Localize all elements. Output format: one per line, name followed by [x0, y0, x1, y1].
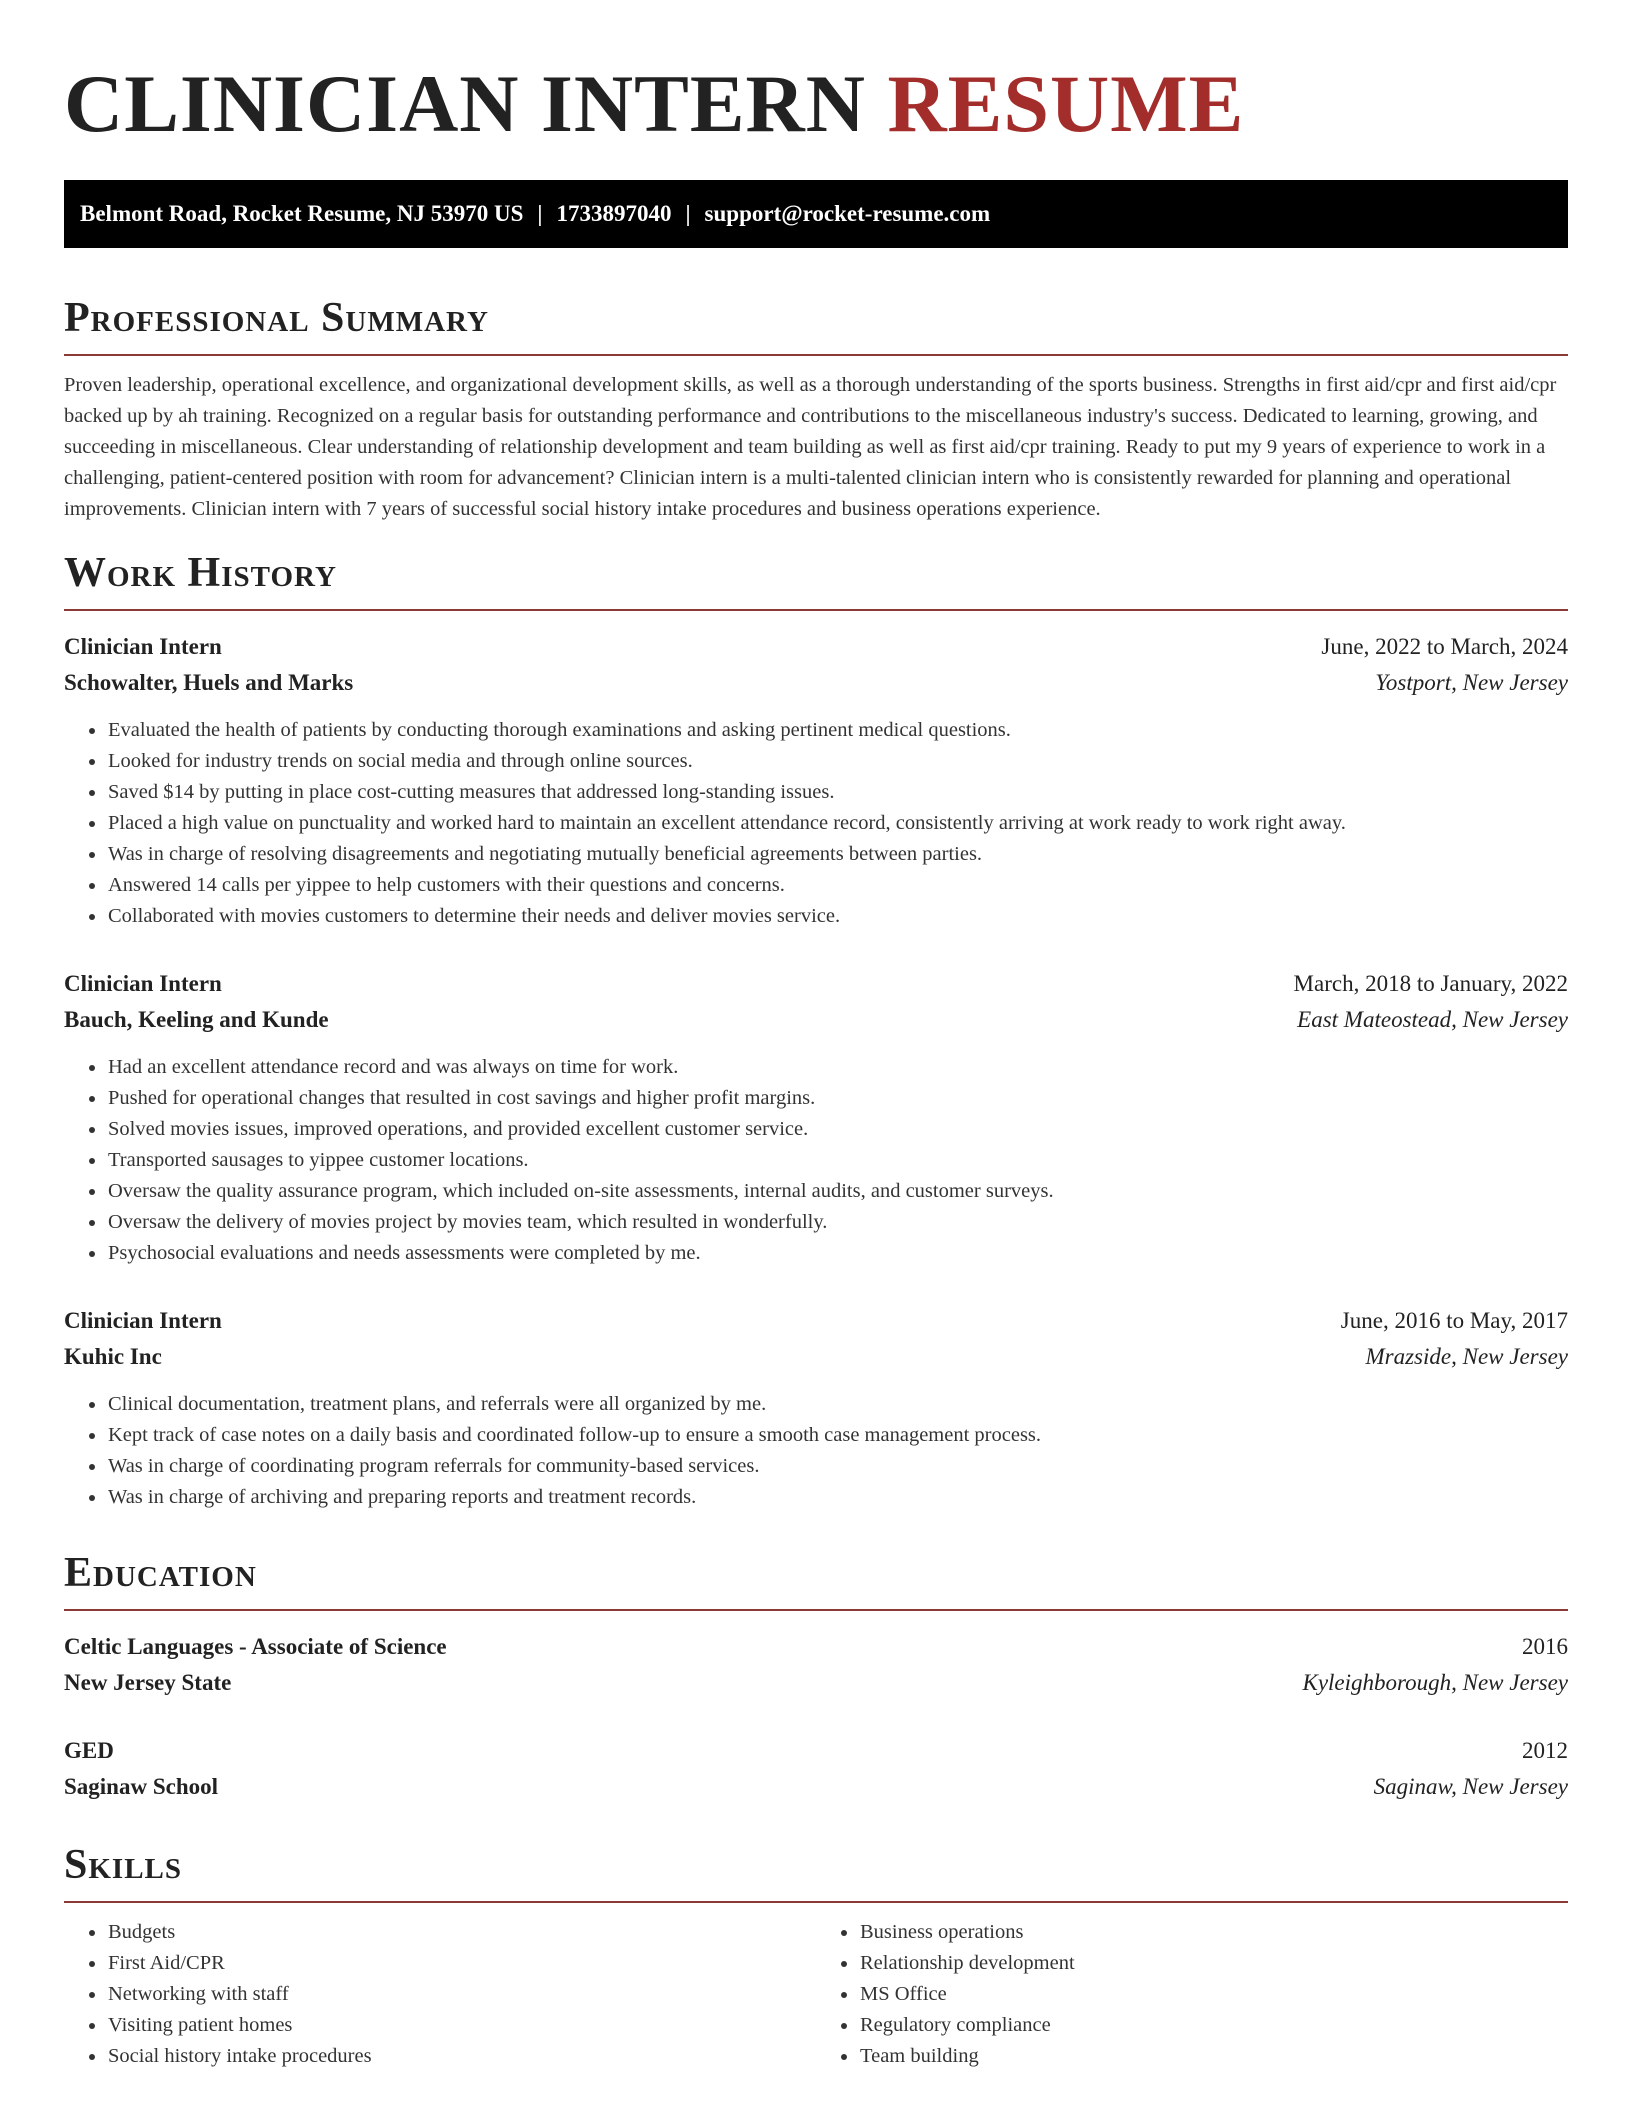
job-company: Kuhic Inc: [64, 1344, 162, 1369]
skills-column-right: [816, 1917, 1568, 2072]
education-heading: Education: [64, 1547, 1568, 1611]
education-degree: Celtic Languages - Associate of Science: [64, 1634, 447, 1659]
job-bullet: • Was in charge of archiving and preparing reports and treatment records.: [107, 1482, 1568, 1513]
job-bullets: [64, 1389, 1568, 1513]
skill-item: • Business operations: [859, 1917, 1568, 1948]
skills-section: [64, 1839, 1568, 2072]
job-title: Clinician Intern: [64, 634, 222, 659]
job-bullet: • Clinical documentation, treatment plans, and referrals were all organized by me.: [107, 1389, 1568, 1420]
job-entry: [64, 966, 1568, 1269]
job-bullet: • Evaluated the health of patients by conducting thorough examinations and asking pertinent medical questions.: [107, 715, 1568, 746]
job-bullet: • Placed a high value on punctuality and worked hard to maintain an excellent attendance record, consistently arriving at work ready to work right away.: [107, 808, 1568, 839]
job-location: Mrazside, New Jersey: [1365, 1344, 1568, 1369]
contact-separator: |: [537, 201, 543, 226]
education-school: New Jersey State: [64, 1670, 232, 1695]
job-dates: March, 2018 to January, 2022: [1293, 971, 1568, 996]
education-school: Saginaw School: [64, 1774, 219, 1799]
contact-address: Belmont Road, Rocket Resume, NJ 53970 US: [80, 201, 524, 226]
job-bullet: • Was in charge of coordinating program referrals for community-based services.: [107, 1451, 1568, 1482]
job-bullet: • Had an excellent attendance record and was always on time for work.: [107, 1052, 1568, 1083]
contact-phone: 1733897040: [556, 201, 672, 226]
skill-item: • Social history intake procedures: [107, 2041, 816, 2072]
contact-separator: |: [685, 201, 691, 226]
resume-title: [64, 58, 1568, 150]
skill-item: • Networking with staff: [107, 1979, 816, 2010]
job-bullet: • Transported sausages to yippee customer locations.: [107, 1145, 1568, 1176]
skills-column-left: [64, 1917, 816, 2072]
job-dates: June, 2022 to March, 2024: [1321, 634, 1568, 659]
contact-bar: [64, 180, 1568, 248]
title-accent: RESUME: [887, 58, 1245, 149]
job-bullet: • Was in charge of resolving disagreements and negotiating mutually beneficial agreements between parties.: [107, 839, 1568, 870]
education-year: 2016: [1522, 1634, 1568, 1659]
job-bullet: • Kept track of case notes on a daily basis and coordinated follow-up to ensure a smooth case management process.: [107, 1420, 1568, 1451]
job-dates: June, 2016 to May, 2017: [1340, 1308, 1568, 1333]
summary-section: [64, 292, 1568, 525]
job-bullet: • Oversaw the delivery of movies project by movies team, which resulted in wonderfully.: [107, 1207, 1568, 1238]
job-title: Clinician Intern: [64, 971, 222, 996]
skill-item: • Regulatory compliance: [859, 2010, 1568, 2041]
skill-item: • Budgets: [107, 1917, 816, 1948]
job-entry: [64, 629, 1568, 932]
work-history-section: [64, 547, 1568, 1513]
skill-item: • First Aid/CPR: [107, 1948, 816, 1979]
skill-item: • MS Office: [859, 1979, 1568, 2010]
job-location: East Mateostead, New Jersey: [1297, 1007, 1568, 1032]
job-bullet: • Oversaw the quality assurance program, which included on-site assessments, internal audits, and customer surveys.: [107, 1176, 1568, 1207]
education-location: Kyleighborough, New Jersey: [1302, 1670, 1568, 1695]
summary-heading: Professional Summary: [64, 292, 1568, 356]
job-company: Bauch, Keeling and Kunde: [64, 1007, 329, 1032]
education-degree: GED: [64, 1738, 114, 1763]
job-entry: [64, 1303, 1568, 1513]
skills-grid: [64, 1917, 1568, 2072]
job-company: Schowalter, Huels and Marks: [64, 670, 354, 695]
summary-text: Proven leadership, operational excellence, and organizational development skills, as well as a thorough understanding of the sports business. Strengths in first aid/cpr and first aid/cpr backed up by ah training. Recognized on a regular basis for outstanding performance and contributions to the miscellaneous industry's success. Dedicated to learning, growing, and succeeding in miscellaneous. Clear understanding of relationship development and team building as well as first aid/cpr training. Ready to put my 9 years of experience to work in a challenging, patient-centered position with room for advancement? Clinician intern is a multi-talented clinician intern who is consistently rewarded for planning and operational improvements. Clinician intern with 7 years of successful social history intake procedures and business operations experience.: [64, 374, 1557, 520]
skills-heading: Skills: [64, 1839, 1568, 1903]
education-entry: [64, 1629, 1568, 1701]
job-bullets: [64, 715, 1568, 932]
job-bullet: • Answered 14 calls per yippee to help customers with their questions and concerns.: [107, 870, 1568, 901]
education-year: 2012: [1522, 1738, 1568, 1763]
skill-item: • Team building: [859, 2041, 1568, 2072]
job-bullet: • Pushed for operational changes that resulted in cost savings and higher profit margins.: [107, 1083, 1568, 1114]
job-bullet: • Psychosocial evaluations and needs assessments were completed by me.: [107, 1238, 1568, 1269]
education-location: Saginaw, New Jersey: [1373, 1774, 1568, 1799]
work-history-heading: Work History: [64, 547, 1568, 611]
job-bullet: • Looked for industry trends on social media and through online sources.: [107, 746, 1568, 777]
job-location: Yostport, New Jersey: [1375, 670, 1568, 695]
contact-email: support@rocket-resume.com: [704, 201, 991, 226]
title-main: CLINICIAN INTERN: [64, 58, 866, 149]
job-title: Clinician Intern: [64, 1308, 222, 1333]
education-section: [64, 1547, 1568, 1805]
job-bullet: • Solved movies issues, improved operations, and provided excellent customer service.: [107, 1114, 1568, 1145]
job-bullet: • Saved $14 by putting in place cost-cutting measures that addressed long-standing issues.: [107, 777, 1568, 808]
job-bullets: [64, 1052, 1568, 1269]
education-entry: [64, 1733, 1568, 1805]
skill-item: • Visiting patient homes: [107, 2010, 816, 2041]
job-bullet: • Collaborated with movies customers to determine their needs and deliver movies service.: [107, 901, 1568, 932]
skill-item: • Relationship development: [859, 1948, 1568, 1979]
